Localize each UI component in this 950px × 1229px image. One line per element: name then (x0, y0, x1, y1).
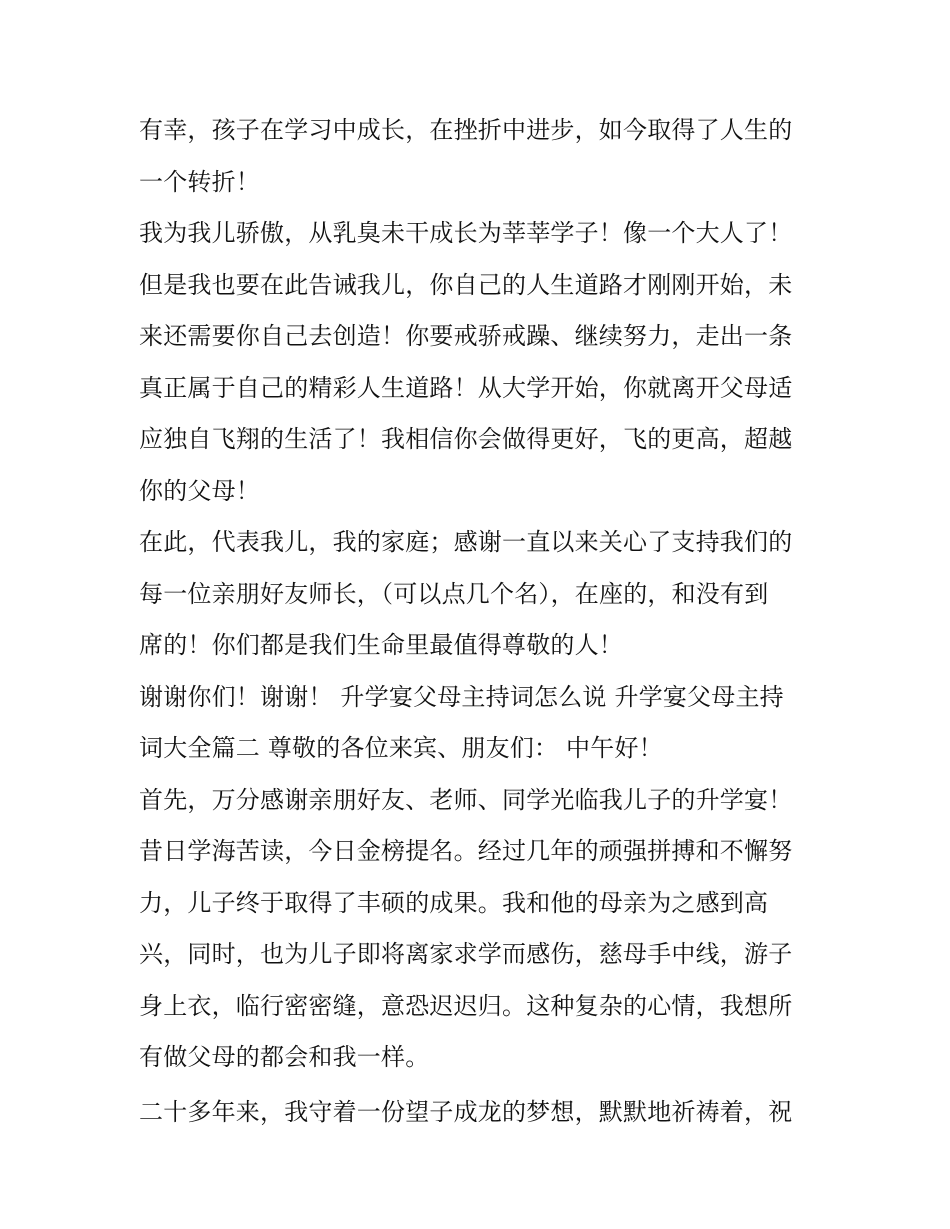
text-line: 你的父母！ (139, 476, 260, 505)
text-line: 昔日学海苦读，今日金榜提名。经过几年的顽强拼搏和不懈努 (139, 837, 793, 865)
text-line: 兴，同时，也为儿子即将离家求学而感伤，慈母手中线，游子 (139, 940, 793, 968)
text-line: 我为我儿骄傲，从乳臭未干成长为莘莘学子！像一个大人了！ (139, 219, 793, 247)
text-line: 席的！你们都是我们生命里最值得尊敬的人！ (139, 631, 623, 659)
text-line: 每一位亲朋好友师长，（可以点几个名），在座的，和没有到 (139, 579, 769, 608)
text-line: 有幸，孩子在学习中成长，在挫折中进步，如今取得了人生的 (139, 116, 793, 144)
text-line: 力，儿子终于取得了丰硕的成果。我和他的母亲为之感到高 (139, 888, 769, 917)
text-line: 一个转折！ (139, 167, 260, 196)
body-text (139, 105, 829, 1138)
text-line: 真正属于自己的精彩人生道路！从大学开始，你就离开父母适 (139, 373, 793, 402)
text-line: 应独自飞翔的生活了！我相信你会做得更好，飞的更高，超越 (139, 425, 793, 453)
text-line: 在此，代表我儿，我的家庭；感谢一直以来关心了支持我们的 (139, 528, 793, 556)
text-line: 有做父母的都会和我一样。 (139, 1043, 430, 1071)
text-line: 词大全篇二 尊敬的各位来宾、朋友们： 中午好！ (139, 734, 663, 762)
text-line: 来还需要你自己去创造！你要戒骄戒躁、继续努力，走出一条 (139, 322, 793, 350)
text-line: 首先，万分感谢亲朋好友、老师、同学光临我儿子的升学宴！ (139, 785, 793, 814)
text-line: 身上衣，临行密密缝，意恐迟迟归。这种复杂的心情，我想所 (139, 991, 793, 1020)
text-line: 二十多年来，我守着一份望子成龙的梦想，默默地祈祷着，祝 (139, 1097, 793, 1126)
text-line: 但是我也要在此告诫我儿，你自己的人生道路才刚刚开始，未 (139, 270, 793, 299)
text-line: 谢谢你们！谢谢！ 升学宴父母主持词怎么说 升学宴父母主持 (139, 682, 784, 711)
